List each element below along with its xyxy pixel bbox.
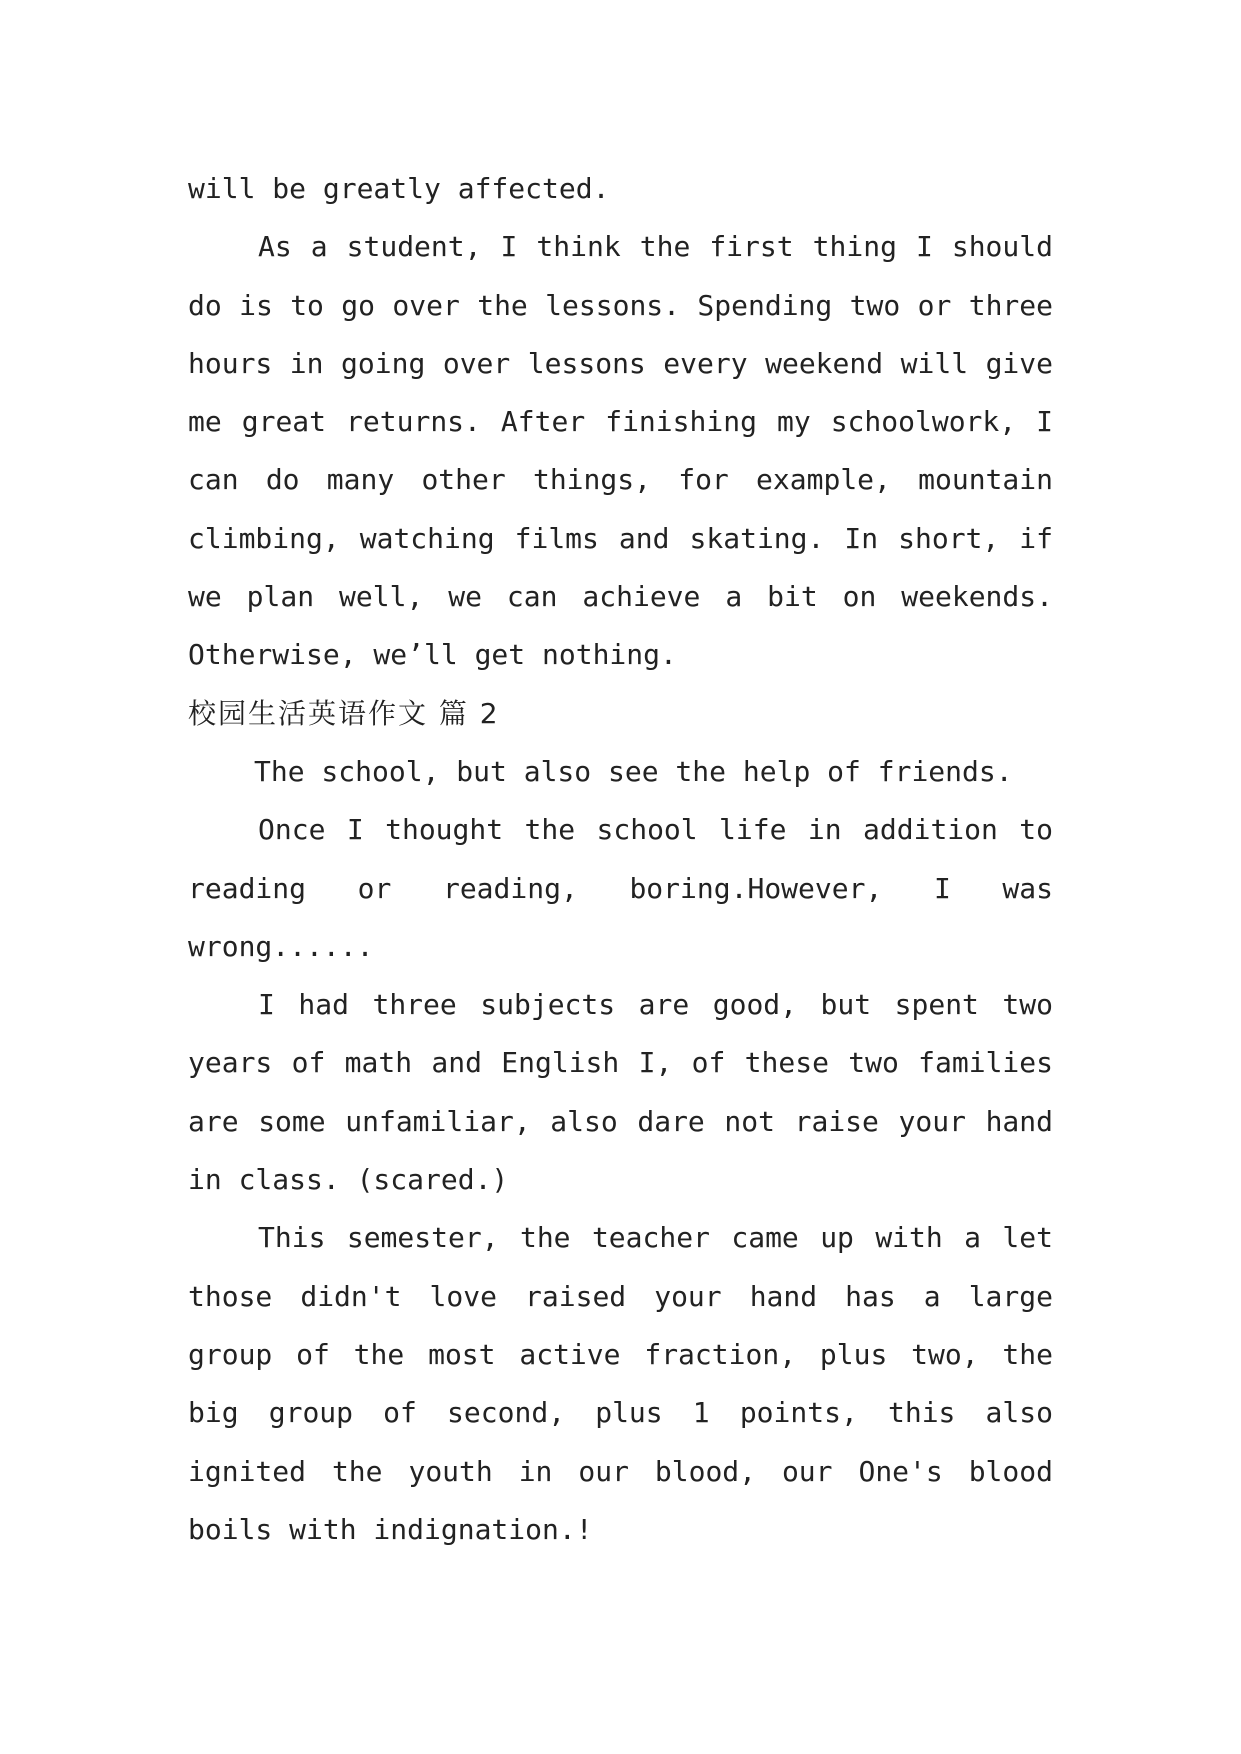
document-body [188,160,1053,1559]
section-heading: 校园生活英语作文 篇 2 [188,696,500,730]
paragraph-semester: This semester, the teacher came up with a let those didn't love raised your hand has a large group of the most active fraction, plus two, the big group of second, plus 1 points, this also ignited the youth in our blood, our One's blood boils with indignation.! [188,1221,1053,1546]
paragraph-weekend-plan: As a student, I think the first thing I should do is to go over the lessons. Spending two or three hours in going over lessons every weekend will give me great returns. After finishing my schoolwork, I can do many other things, for example, mountain climbing, watching films and skating. In short, if we plan well, we can achieve a bit on weekends. Otherwise, we’ll get nothing. [188,230,1053,672]
paragraph-subjects: I had three subjects are good, but spent two years of math and English I, of these two families are some unfamiliar, also dare not raise your hand in class. (scared.) [188,988,1053,1197]
continued-paragraph: will be greatly affected. [188,172,610,205]
paragraph-school-friends: The school, but also see the help of friends. [254,754,1013,788]
paragraph-school-life: Once I thought the school life in addition to reading or reading, boring.However, I was wrong...... [188,813,1053,963]
